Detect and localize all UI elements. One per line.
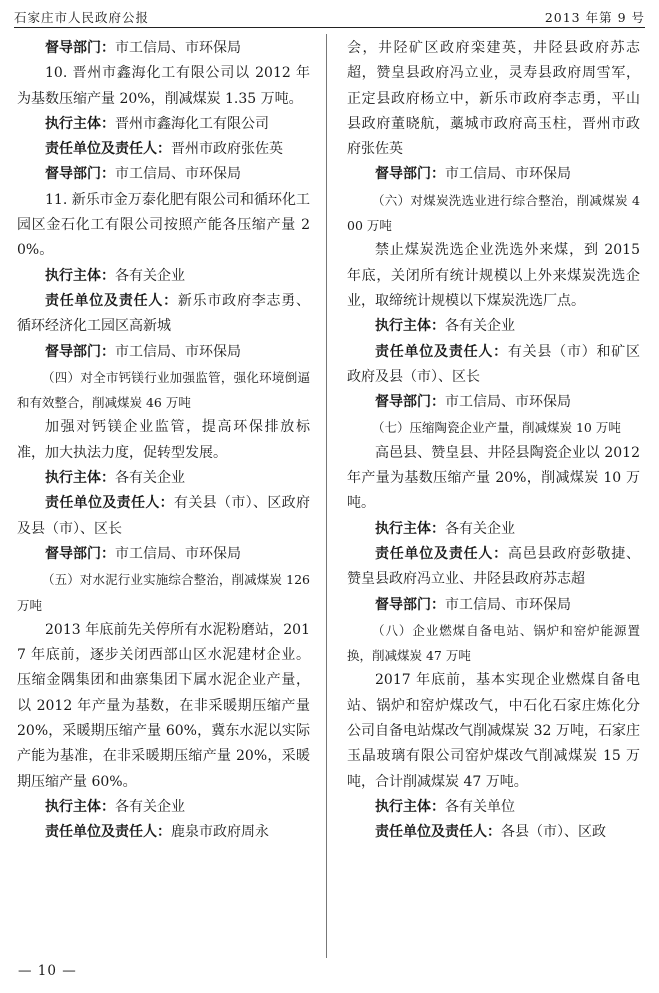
continued-paragraph: 会，井陉矿区政府栾建英，井陉县政府苏志超，赞皇县政府冯立业，灵寿县政府周雪军，正定县政府杨立中，新乐市政府李志勇，平山县政府董晓航，藁城市政府高玉柱，晋州市政府张佐英: [347, 40, 640, 158]
labeled-paragraph: [17, 162, 310, 187]
section-heading: （八）企业燃煤自备电站、锅炉和窑炉能源置换，削减煤炭 47 万吨: [347, 622, 640, 664]
labeled-paragraph: [17, 340, 310, 365]
field-label: 执行主体：: [375, 798, 445, 815]
field-label: 责任单位及责任人：: [45, 495, 174, 512]
field-label: 执行主体：: [45, 470, 115, 487]
body-paragraph: 2013 年底前先关停所有水泥粉磨站，2017 年底前，逐步关闭西部山区水泥建材企业。压缩金隅集团和曲寨集团下属水泥企业产量，以 2012 年产量为基数，在非采暖期压缩产量 20%，采暖期压缩产量 60%，冀东水泥以实际产能为基准，在非采暖期压缩产量 20%，采暖期压缩产量 60%。: [17, 621, 310, 790]
body-paragraph: 10. 晋州市鑫海化工有限公司以 2012 年为基数压缩产量 20%，削减煤炭 1.35 万吨。: [17, 65, 310, 107]
page-header: [14, 4, 645, 26]
field-value: 晋州市鑫海化工有限公司: [115, 115, 269, 132]
field-value: 有关县（市）和矿区政府及县（市）、区长: [347, 343, 641, 385]
field-value: 高邑县政府彭敬捷、赞皇县政府冯立业、井陉县政府苏志超: [347, 545, 641, 588]
labeled-paragraph: [17, 820, 310, 845]
header-rule: [14, 27, 645, 28]
labeled-paragraph: [347, 314, 640, 339]
page-footer: [18, 963, 77, 979]
column-divider: [326, 34, 327, 958]
body-paragraph: 加强对钙镁企业监管，提高环保排放标准，加大执法力度，促转型发展。: [17, 419, 310, 461]
field-value: 各有关企业: [115, 267, 185, 284]
field-value: 市工信局、市环保局: [445, 394, 571, 411]
field-value: 市工信局、市环保局: [115, 166, 241, 183]
field-label: 执行主体：: [375, 520, 445, 537]
field-label: 责任单位及责任人：: [375, 824, 501, 841]
field-label: 责任单位及责任人：: [375, 545, 508, 562]
labeled-paragraph: [17, 466, 310, 491]
field-label: 督导部门：: [45, 545, 115, 562]
field-label: 督导部门：: [375, 596, 445, 613]
labeled-paragraph: [17, 112, 310, 137]
field-value: 市工信局、市环保局: [115, 545, 241, 562]
field-value: 市工信局、市环保局: [115, 40, 241, 56]
labeled-paragraph: [347, 390, 640, 415]
field-value: 新乐市政府李志勇、循环经济化工园区高新城: [17, 292, 311, 335]
labeled-paragraph: [347, 162, 640, 187]
field-label: 督导部门：: [45, 166, 115, 183]
section-heading: （四）对全市钙镁行业加强监管，强化环境倒逼和有效整合，削减煤炭 46 万吨: [17, 369, 310, 411]
journal-title: 石家庄市人民政府公报: [14, 10, 150, 25]
field-value: 各有关企业: [445, 318, 515, 335]
field-value: 各有关企业: [445, 520, 515, 537]
field-label: 执行主体：: [45, 115, 115, 132]
issue-number: 2013 年第 9 号: [544, 10, 645, 25]
field-label: 督导部门：: [45, 343, 115, 360]
field-label: 执行主体：: [375, 318, 445, 335]
field-value: 各县（市）、区政: [501, 824, 606, 841]
field-label: 执行主体：: [45, 267, 115, 284]
field-value: 有关县（市）、区政府及县（市）、区长: [17, 495, 310, 537]
labeled-paragraph: [347, 593, 640, 618]
body-paragraph: 11. 新乐市金万泰化肥有限公司和循环化工园区金石化工有限公司按照产能各压缩产量 20%。: [17, 191, 310, 259]
labeled-paragraph: [347, 542, 640, 593]
field-value: 各有关企业: [115, 470, 185, 487]
field-label: 督导部门：: [45, 40, 115, 56]
labeled-paragraph: [17, 491, 310, 542]
field-label: 责任单位及责任人：: [45, 292, 178, 309]
section-heading: （六）对煤炭洗选业进行综合整治，削减煤炭 400 万吨: [347, 192, 640, 234]
right-column: [347, 36, 640, 846]
left-column: [17, 36, 310, 846]
field-value: 市工信局、市环保局: [115, 343, 241, 360]
body-paragraph: 高邑县、赞皇县、井陉县陶瓷企业以 2012 年产量为基数压缩产量 20%，削减煤炭 10 万吨。: [347, 444, 640, 512]
field-value: 市工信局、市环保局: [445, 596, 571, 613]
field-label: 督导部门：: [375, 394, 445, 411]
labeled-paragraph: [347, 795, 640, 820]
field-label: 执行主体：: [45, 798, 115, 815]
field-value: 市工信局、市环保局: [445, 166, 571, 183]
field-label: 责任单位及责任人：: [45, 141, 171, 158]
body-paragraph: 禁止煤炭洗选企业洗选外来煤，到 2015 年底，关闭所有统计规模以上外来煤炭洗选企业，取缔统计规模以下煤炭洗选厂点。: [347, 242, 640, 309]
body-paragraph: 2017 年底前，基本实现企业燃煤自备电站、锅炉和窑炉煤改气，中石化石家庄炼化分公司自备电站煤改气削减煤炭 32 万吨，石家庄玉晶玻璃有限公司窑炉煤改气削减煤炭 15 万吨，合计削减煤炭 47 万吨。: [347, 672, 640, 790]
labeled-paragraph: [347, 820, 640, 845]
labeled-paragraph: [17, 795, 310, 820]
labeled-paragraph: [17, 542, 310, 567]
page-number: — 10 —: [18, 963, 77, 979]
labeled-paragraph: [17, 264, 310, 289]
field-label: 责任单位及责任人：: [45, 824, 171, 841]
labeled-paragraph: [17, 36, 310, 61]
labeled-paragraph: [347, 517, 640, 542]
field-value: 各有关企业: [115, 798, 185, 815]
labeled-paragraph: [347, 340, 640, 391]
field-label: 责任单位及责任人：: [375, 343, 508, 360]
field-value: 晋州市政府张佐英: [171, 141, 283, 158]
field-value: 各有关单位: [445, 798, 515, 815]
section-heading: （七）压缩陶瓷企业产量，削减煤炭 10 万吨: [372, 420, 621, 436]
labeled-paragraph: [17, 289, 310, 340]
labeled-paragraph: [17, 137, 310, 162]
section-heading: （五）对水泥行业实施综合整治，削减煤炭 126 万吨: [17, 572, 310, 613]
field-value: 鹿泉市政府周永: [171, 824, 269, 841]
field-label: 督导部门：: [375, 166, 445, 183]
